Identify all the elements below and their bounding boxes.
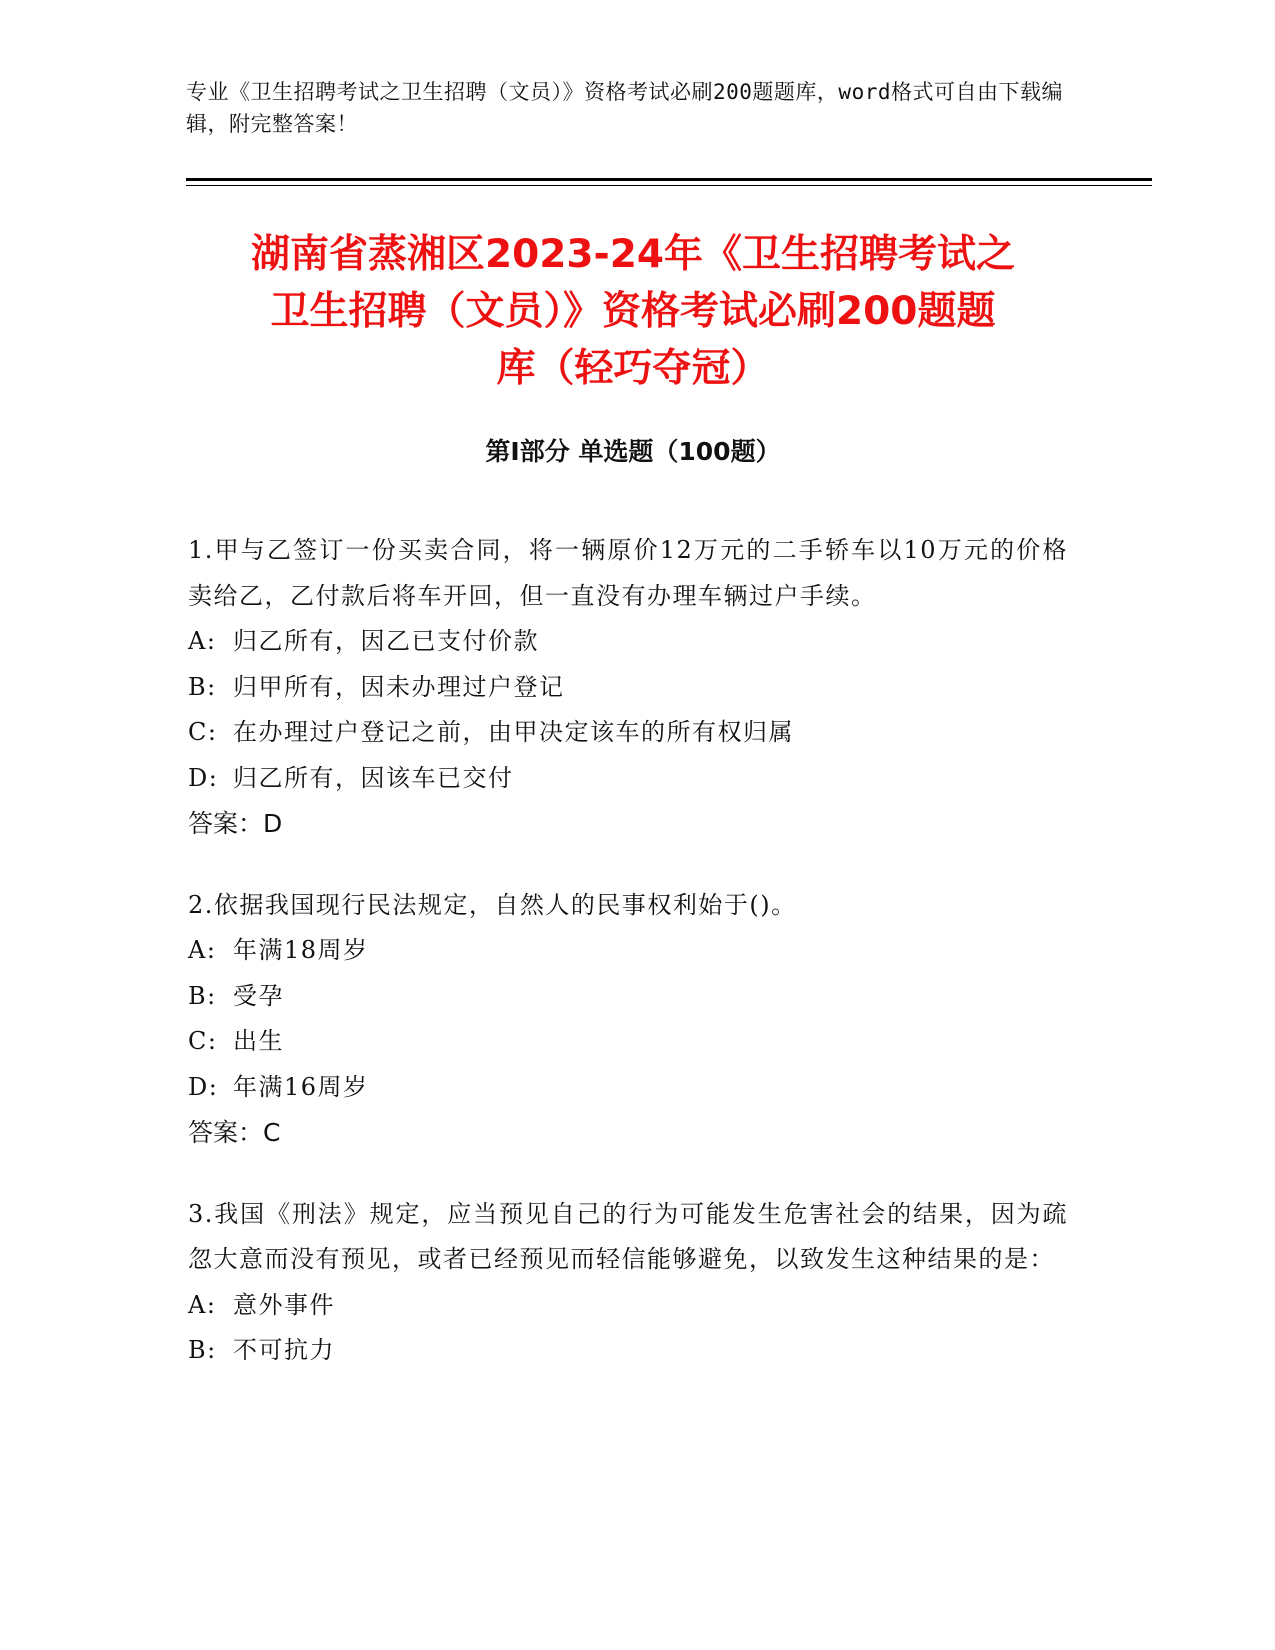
answer-line: 答案：D — [188, 809, 283, 838]
question-list — [188, 528, 1068, 1410]
section-heading: 第Ⅰ部分 单选题（100题） — [485, 437, 781, 466]
title-line: 库（轻巧夺冠） — [496, 346, 770, 391]
option-label: A: — [188, 1290, 217, 1319]
option-label: B: — [188, 1336, 217, 1364]
option-text: 不可抗力 — [233, 1336, 335, 1364]
option-text: 年满16周岁 — [233, 1072, 369, 1101]
option-a — [188, 928, 1068, 974]
question-stem: 2.依据我国现行民法规定，自然人的民事权利始于()。 — [188, 890, 797, 919]
option-text: 归乙所有，因乙已支付价款 — [233, 627, 539, 655]
option-a — [188, 1283, 1068, 1329]
option-text: 年满18周岁 — [233, 936, 369, 964]
option-b — [188, 974, 1068, 1020]
option-text: 受孕 — [233, 981, 284, 1010]
option-label: D: — [188, 1072, 219, 1101]
option-a — [188, 619, 1068, 665]
header-note: 专业《卫生招聘考试之卫生招聘（文员）》资格考试必刷200题题库，word格式可自由下载编辑，附完整答案！ — [186, 80, 1063, 136]
option-text: 归乙所有，因该车已交付 — [233, 763, 514, 792]
question-1 — [188, 528, 1068, 847]
document-title — [186, 226, 1080, 397]
option-text: 意外事件 — [233, 1290, 335, 1319]
answer-line: 答案：C — [188, 1118, 281, 1147]
question-stem: 3.我国《刑法》规定，应当预见自己的行为可能发生危害社会的结果，因为疏忽大意而没有预见，或者已经预见而轻信能够避免，以致发生这种结果的是： — [188, 1199, 1068, 1273]
header-rule-thick — [186, 178, 1152, 181]
option-label: B: — [188, 981, 217, 1010]
question-stem: 1.甲与乙签订一份买卖合同，将一辆原价12万元的二手轿车以10万元的价格卖给乙，乙付款后将车开回，但一直没有办理车辆过户手续。 — [188, 536, 1068, 610]
option-d — [188, 1065, 1068, 1111]
option-text: 出生 — [233, 1027, 284, 1055]
question-2 — [188, 883, 1068, 1156]
option-d — [188, 756, 1068, 802]
option-text: 归甲所有，因未办理过户登记 — [233, 672, 565, 701]
option-b — [188, 665, 1068, 711]
option-label: A: — [188, 936, 217, 964]
title-line: 湖南省蒸湘区2023-24年《卫生招聘考试之 — [250, 232, 1015, 277]
option-c — [188, 1019, 1068, 1065]
question-3 — [188, 1192, 1068, 1374]
option-label: D: — [188, 763, 219, 792]
option-c — [188, 710, 1068, 756]
option-b — [188, 1328, 1068, 1374]
header-rule-thin — [186, 185, 1152, 186]
title-line: 卫生招聘（文员）》资格考试必刷200题题 — [270, 289, 996, 334]
option-label: C: — [188, 718, 218, 746]
option-label: B: — [188, 672, 217, 701]
option-label: A: — [188, 627, 217, 655]
option-text: 在办理过户登记之前，由甲决定该车的所有权归属 — [233, 718, 794, 746]
option-label: C: — [188, 1027, 218, 1055]
